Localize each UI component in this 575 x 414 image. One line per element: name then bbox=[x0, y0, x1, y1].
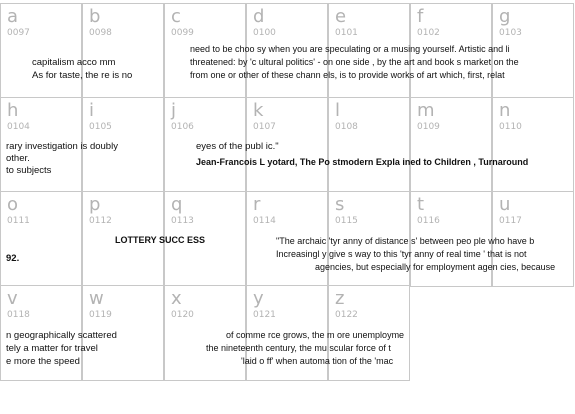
cell-code: 0111 bbox=[7, 216, 30, 226]
cell-letter: z bbox=[335, 288, 345, 309]
cell-letter: d bbox=[253, 6, 265, 27]
cell-code: 0115 bbox=[335, 216, 358, 226]
cell-b[interactable] bbox=[82, 3, 164, 99]
text-fragment: need to be choo sy when you are speculating or a musing yourself. Artistic and li bbox=[190, 44, 510, 54]
cell-letter: a bbox=[7, 6, 19, 27]
cell-letter: x bbox=[171, 288, 182, 309]
cell-letter: c bbox=[171, 6, 181, 27]
cell-code: 0117 bbox=[499, 216, 522, 226]
text-fragment: 92. bbox=[6, 253, 20, 264]
cell-code: 0110 bbox=[499, 122, 522, 132]
cell-code: 0114 bbox=[253, 216, 276, 226]
text-fragment: As for taste, the re is no bbox=[32, 70, 133, 81]
cell-letter: v bbox=[7, 288, 18, 309]
cell-letter: w bbox=[89, 288, 104, 309]
cell-letter: g bbox=[499, 6, 511, 27]
cell-code: 0120 bbox=[171, 310, 194, 320]
text-fragment: LOTTERY SUCC ESS bbox=[115, 235, 206, 245]
text-fragment: 'laid o ff' when automa tion of the 'mac bbox=[241, 356, 394, 366]
cell-code: 0101 bbox=[335, 28, 358, 38]
cell-m[interactable] bbox=[410, 97, 492, 193]
cell-l[interactable] bbox=[328, 97, 410, 193]
cell-letter: b bbox=[89, 6, 101, 27]
text-fragment: other. bbox=[6, 153, 30, 164]
cell-a[interactable] bbox=[0, 3, 82, 99]
cell-letter: i bbox=[89, 100, 95, 121]
cell-code: 0098 bbox=[89, 28, 112, 38]
text-fragment: capitalism acco mm bbox=[32, 57, 116, 68]
cell-code: 0097 bbox=[7, 28, 30, 38]
cell-letter: j bbox=[171, 100, 177, 121]
text-fragment: "The archaic 'tyr anny of distance s' between peo ple who have b bbox=[276, 236, 535, 246]
cell-code: 0112 bbox=[89, 216, 112, 226]
cell-letter: o bbox=[7, 194, 19, 215]
cell-letter: m bbox=[417, 100, 435, 121]
cell-code: 0100 bbox=[253, 28, 276, 38]
text-fragment: eyes of the publ ic." bbox=[196, 141, 279, 152]
cell-code: 0107 bbox=[253, 122, 276, 132]
cell-letter: p bbox=[89, 194, 101, 215]
cell-letter: u bbox=[499, 194, 511, 215]
cell-code: 0106 bbox=[171, 122, 194, 132]
cell-code: 0113 bbox=[171, 216, 194, 226]
text-fragment: the nineteenth century, the mu scular force of t bbox=[206, 343, 391, 353]
cell-letter: q bbox=[171, 194, 183, 215]
cell-code: 0119 bbox=[89, 310, 112, 320]
cell-letter: y bbox=[253, 288, 264, 309]
cell-letter: n bbox=[499, 100, 511, 121]
cell-letter: k bbox=[253, 100, 264, 121]
cell-n[interactable] bbox=[492, 97, 574, 193]
text-fragment: e more the speed bbox=[6, 356, 80, 367]
cell-code: 0121 bbox=[253, 310, 276, 320]
cell-code: 0099 bbox=[171, 28, 194, 38]
cell-code: 0122 bbox=[335, 310, 358, 320]
cell-letter: t bbox=[417, 194, 425, 215]
cell-o[interactable] bbox=[0, 191, 82, 287]
text-fragment: Increasingl y give s way to this 'tyr anny of real time ' that is not bbox=[276, 249, 527, 259]
text-fragment: n geographically scattered bbox=[6, 330, 117, 341]
cell-code: 0108 bbox=[335, 122, 358, 132]
cell-code: 0116 bbox=[417, 216, 440, 226]
cell-letter: l bbox=[335, 100, 341, 121]
text-fragment: tely a matter for travel bbox=[6, 343, 98, 354]
cell-code: 0109 bbox=[417, 122, 440, 132]
cell-letter: s bbox=[335, 194, 345, 215]
text-fragment: rary investigation is doubly bbox=[6, 141, 118, 152]
text-fragment: agencies, but especially for employment agen cies, because bbox=[315, 262, 556, 272]
text-fragment: Jean-Francois L yotard, The Po stmodern Expla ined to Children , Turnaround bbox=[196, 157, 529, 167]
cell-code: 0105 bbox=[89, 122, 112, 132]
cell-letter: e bbox=[335, 6, 347, 27]
cell-code: 0103 bbox=[499, 28, 522, 38]
cell-code: 0104 bbox=[7, 122, 30, 132]
text-fragment: to subjects bbox=[6, 165, 52, 176]
text-fragment: of comme rce grows, the m ore unemployme bbox=[226, 330, 405, 340]
cell-letter: h bbox=[7, 100, 19, 121]
text-fragment: from one or other of these chann els, is to provide works of art which, first, relat bbox=[190, 70, 505, 80]
cell-letter: f bbox=[417, 6, 424, 27]
cell-letter: r bbox=[253, 194, 261, 215]
cell-code: 0118 bbox=[7, 310, 30, 320]
text-fragment: threatened: by 'c ultural politics' - on one side , by the art and book s market on the bbox=[190, 57, 519, 67]
cell-code: 0102 bbox=[417, 28, 440, 38]
